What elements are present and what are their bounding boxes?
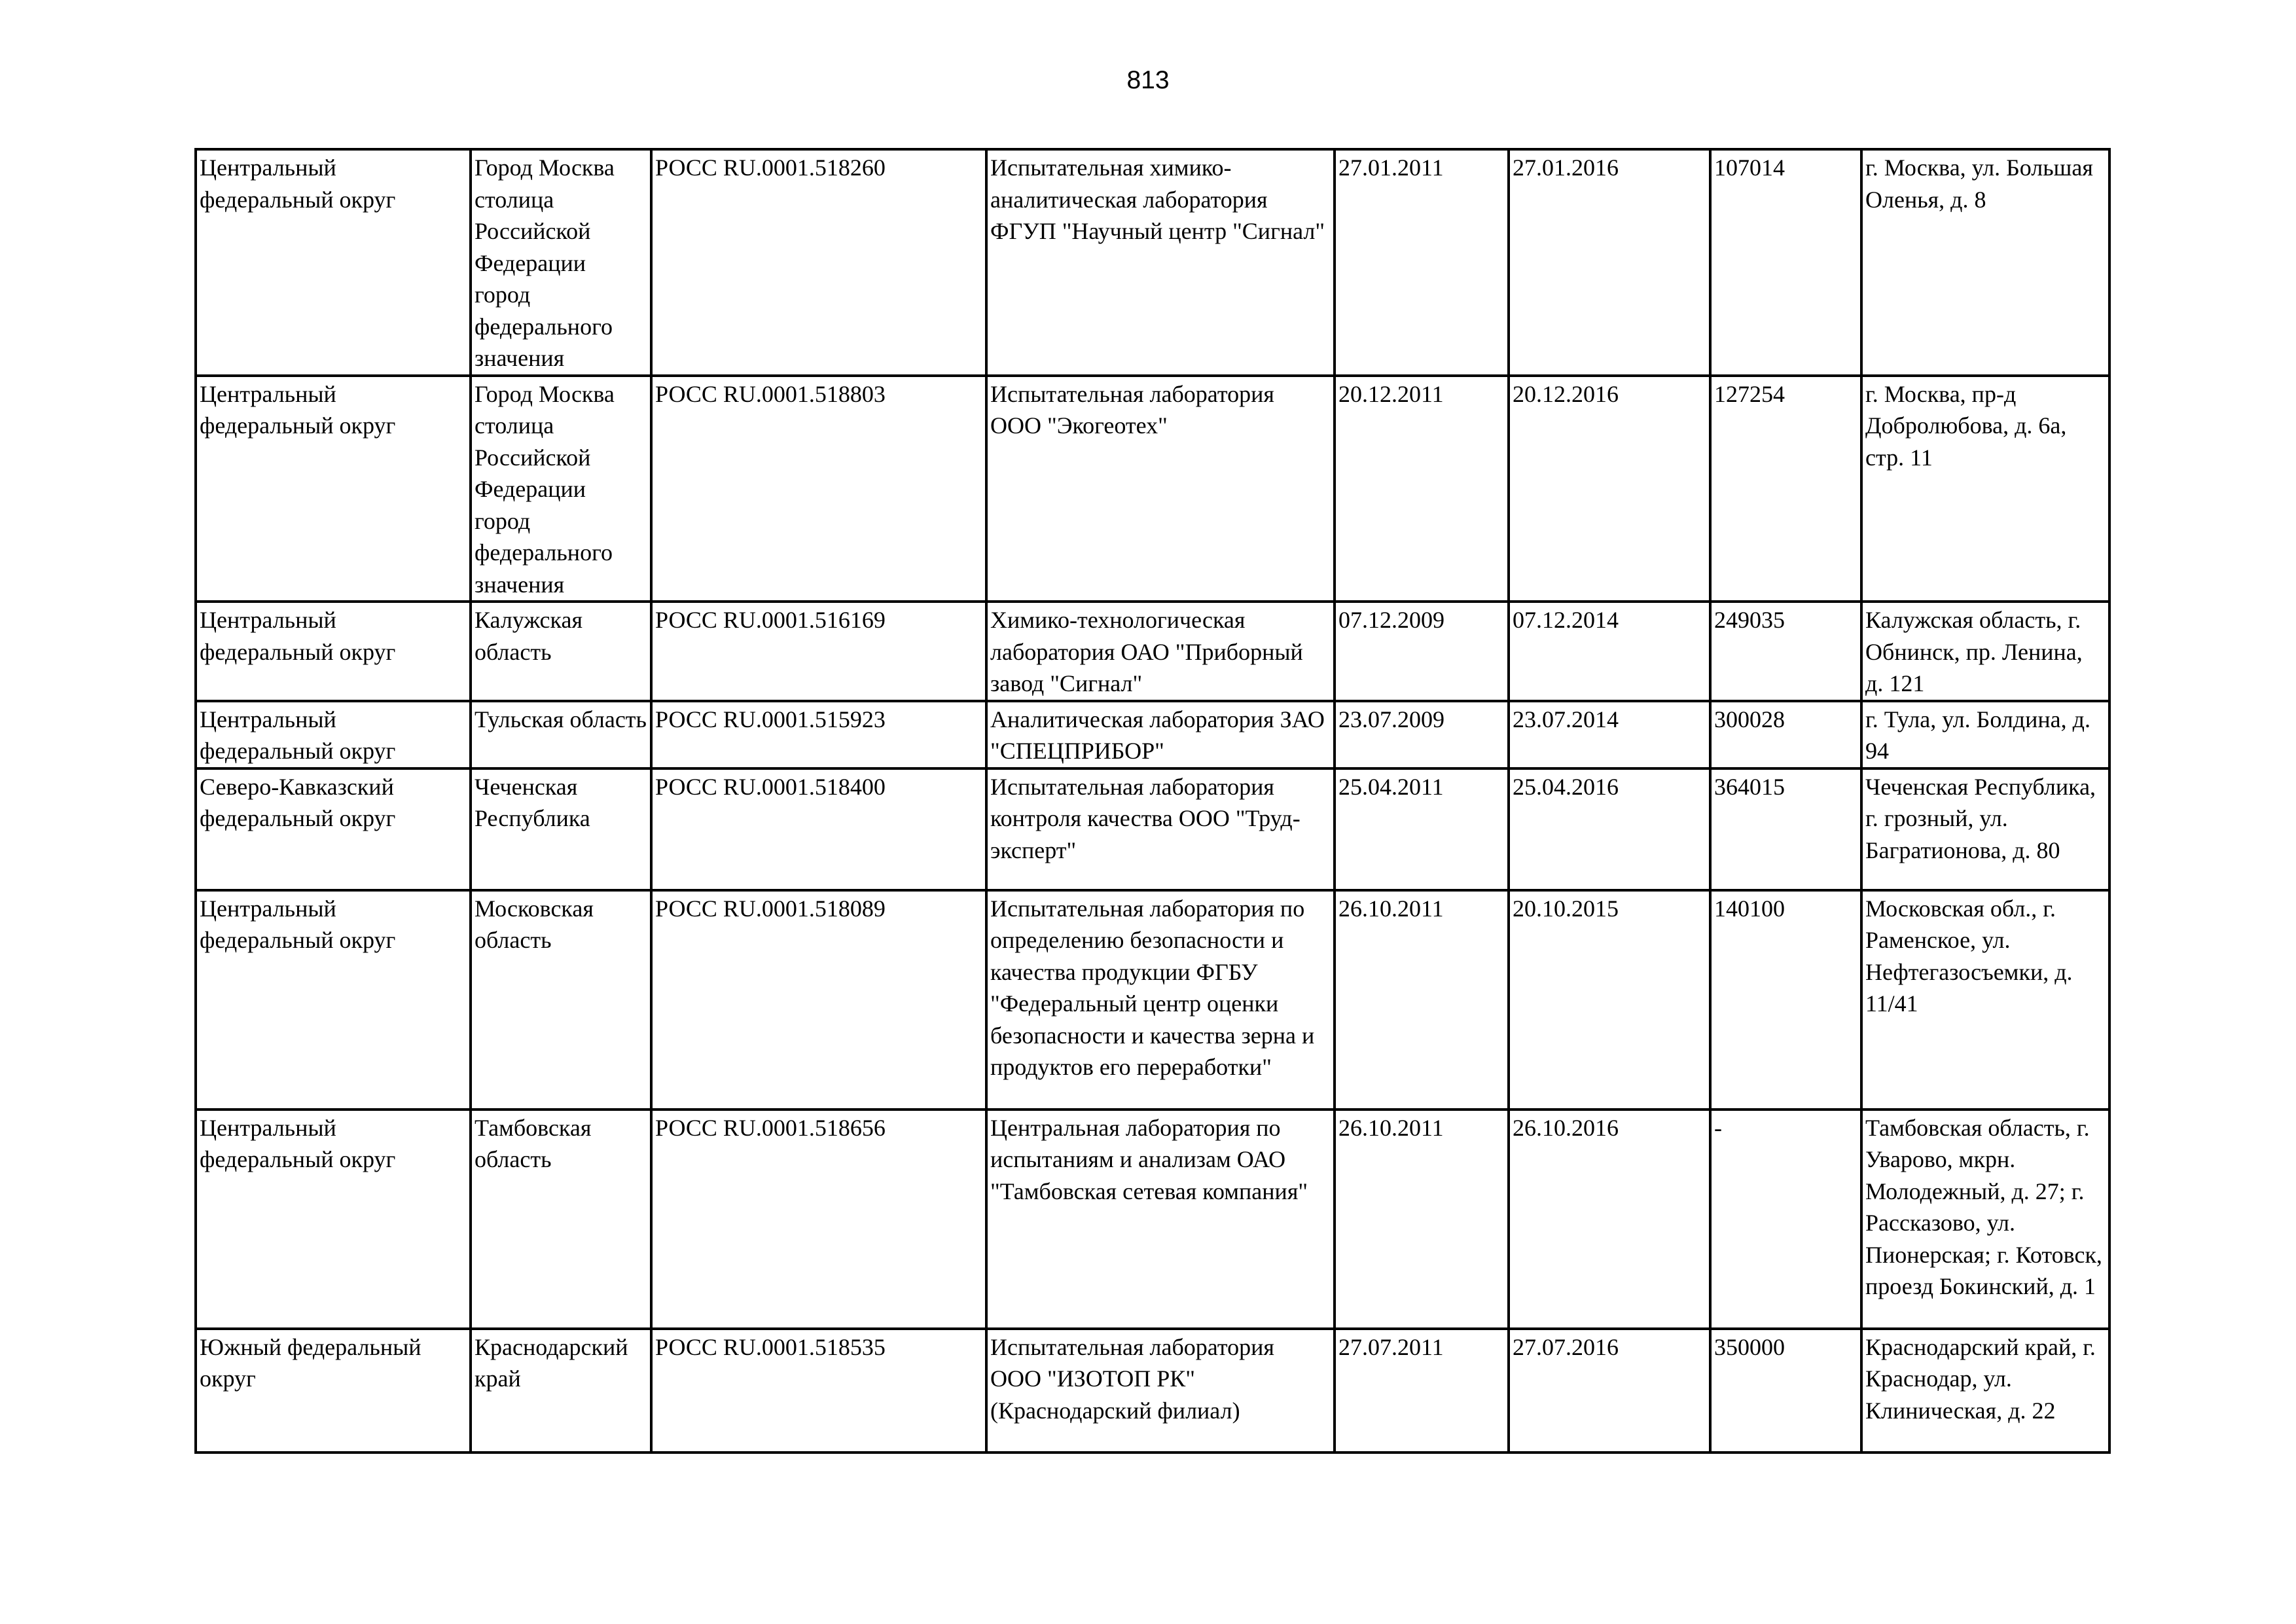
region-cell: Город Москва столица Российской Федерации город федерального значения — [471, 376, 651, 602]
laboratory-name-cell: Испытательная химико-аналитическая лаборатория ФГУП "Научный центр "Сигнал" — [986, 149, 1335, 376]
district-cell: Центральный федеральный округ — [196, 701, 471, 768]
region-cell: Чеченская Республика — [471, 768, 651, 890]
table-row — [196, 890, 2109, 1110]
postal-code-cell: 127254 — [1710, 376, 1861, 602]
table-row — [196, 701, 2109, 768]
laboratory-name-cell: Аналитическая лаборатория ЗАО "СПЕЦПРИБОР" — [986, 701, 1335, 768]
postal-code-cell: - — [1710, 1110, 1861, 1329]
date-to-cell: 26.10.2016 — [1509, 1110, 1710, 1329]
table-row — [196, 1110, 2109, 1329]
address-cell: г. Тула, ул. Болдина, д. 94 — [1861, 701, 2109, 768]
district-cell: Центральный федеральный округ — [196, 1110, 471, 1329]
region-cell: Краснодарский край — [471, 1329, 651, 1453]
laboratory-name-cell: Испытательная лаборатория ООО "ИЗОТОП РК" (Краснодарский филиал) — [986, 1329, 1335, 1453]
accreditation-number-cell: РОСС RU.0001.518400 — [651, 768, 986, 890]
region-cell: Московская область — [471, 890, 651, 1110]
accreditation-number-cell: РОСС RU.0001.518803 — [651, 376, 986, 602]
date-to-cell: 20.10.2015 — [1509, 890, 1710, 1110]
date-from-cell: 27.07.2011 — [1335, 1329, 1509, 1453]
date-from-cell: 25.04.2011 — [1335, 768, 1509, 890]
region-cell: Тульская область — [471, 701, 651, 768]
date-from-cell: 26.10.2011 — [1335, 890, 1509, 1110]
address-cell: г. Москва, ул. Большая Оленья, д. 8 — [1861, 149, 2109, 376]
district-cell: Центральный федеральный округ — [196, 602, 471, 701]
laboratory-name-cell: Химико-технологическая лаборатория ОАО "Приборный завод "Сигнал" — [986, 602, 1335, 701]
region-cell: Город Москва столица Российской Федерации город федерального значения — [471, 149, 651, 376]
postal-code-cell: 300028 — [1710, 701, 1861, 768]
laboratory-name-cell: Испытательная лаборатория ООО "Экогеотех" — [986, 376, 1335, 602]
table-row — [196, 376, 2109, 602]
district-cell: Центральный федеральный округ — [196, 149, 471, 376]
region-cell: Тамбовская область — [471, 1110, 651, 1329]
laboratory-name-cell: Испытательная лаборатория по определению безопасности и качества продукции ФГБУ "Федеральный центр оценки безопасности и качества зерна и продуктов его переработки" — [986, 890, 1335, 1110]
district-cell: Центральный федеральный округ — [196, 890, 471, 1110]
table-row — [196, 768, 2109, 890]
date-from-cell: 27.01.2011 — [1335, 149, 1509, 376]
table-row — [196, 1329, 2109, 1453]
postal-code-cell: 350000 — [1710, 1329, 1861, 1453]
district-cell: Центральный федеральный округ — [196, 376, 471, 602]
table-row — [196, 149, 2109, 376]
address-cell: Тамбовская область, г. Уварово, мкрн. Молодежный, д. 27; г. Рассказово, ул. Пионерская; г. Котовск, проезд Бокинский, д. 1 — [1861, 1110, 2109, 1329]
accreditation-number-cell: РОСС RU.0001.518260 — [651, 149, 986, 376]
postal-code-cell: 249035 — [1710, 602, 1861, 701]
date-to-cell: 27.07.2016 — [1509, 1329, 1710, 1453]
laboratory-name-cell: Центральная лаборатория по испытаниям и анализам ОАО "Тамбовская сетевая компания" — [986, 1110, 1335, 1329]
date-from-cell: 07.12.2009 — [1335, 602, 1509, 701]
district-cell: Северо-Кавказский федеральный округ — [196, 768, 471, 890]
date-from-cell: 23.07.2009 — [1335, 701, 1509, 768]
region-cell: Калужская область — [471, 602, 651, 701]
date-to-cell: 23.07.2014 — [1509, 701, 1710, 768]
date-to-cell: 25.04.2016 — [1509, 768, 1710, 890]
postal-code-cell: 140100 — [1710, 890, 1861, 1110]
date-from-cell: 26.10.2011 — [1335, 1110, 1509, 1329]
page-number: 813 — [1126, 66, 1170, 94]
laboratory-registry-table — [194, 148, 2111, 1454]
address-cell: г. Москва, пр-д Добролюбова, д. 6а, стр. 11 — [1861, 376, 2109, 602]
district-cell: Южный федеральный округ — [196, 1329, 471, 1453]
address-cell: Чеченская Республика, г. грозный, ул. Багратионова, д. 80 — [1861, 768, 2109, 890]
accreditation-number-cell: РОСС RU.0001.518089 — [651, 890, 986, 1110]
date-to-cell: 07.12.2014 — [1509, 602, 1710, 701]
accreditation-number-cell: РОСС RU.0001.516169 — [651, 602, 986, 701]
accreditation-number-cell: РОСС RU.0001.518656 — [651, 1110, 986, 1329]
date-from-cell: 20.12.2011 — [1335, 376, 1509, 602]
accreditation-number-cell: РОСС RU.0001.515923 — [651, 701, 986, 768]
accreditation-number-cell: РОСС RU.0001.518535 — [651, 1329, 986, 1453]
address-cell: Калужская область, г. Обнинск, пр. Ленина, д. 121 — [1861, 602, 2109, 701]
date-to-cell: 20.12.2016 — [1509, 376, 1710, 602]
postal-code-cell: 364015 — [1710, 768, 1861, 890]
laboratory-name-cell: Испытательная лаборатория контроля качества ООО "Труд-эксперт" — [986, 768, 1335, 890]
date-to-cell: 27.01.2016 — [1509, 149, 1710, 376]
table-row — [196, 602, 2109, 701]
address-cell: Краснодарский край, г. Краснодар, ул. Клиническая, д. 22 — [1861, 1329, 2109, 1453]
postal-code-cell: 107014 — [1710, 149, 1861, 376]
address-cell: Московская обл., г. Раменское, ул. Нефтегазосъемки, д. 11/41 — [1861, 890, 2109, 1110]
